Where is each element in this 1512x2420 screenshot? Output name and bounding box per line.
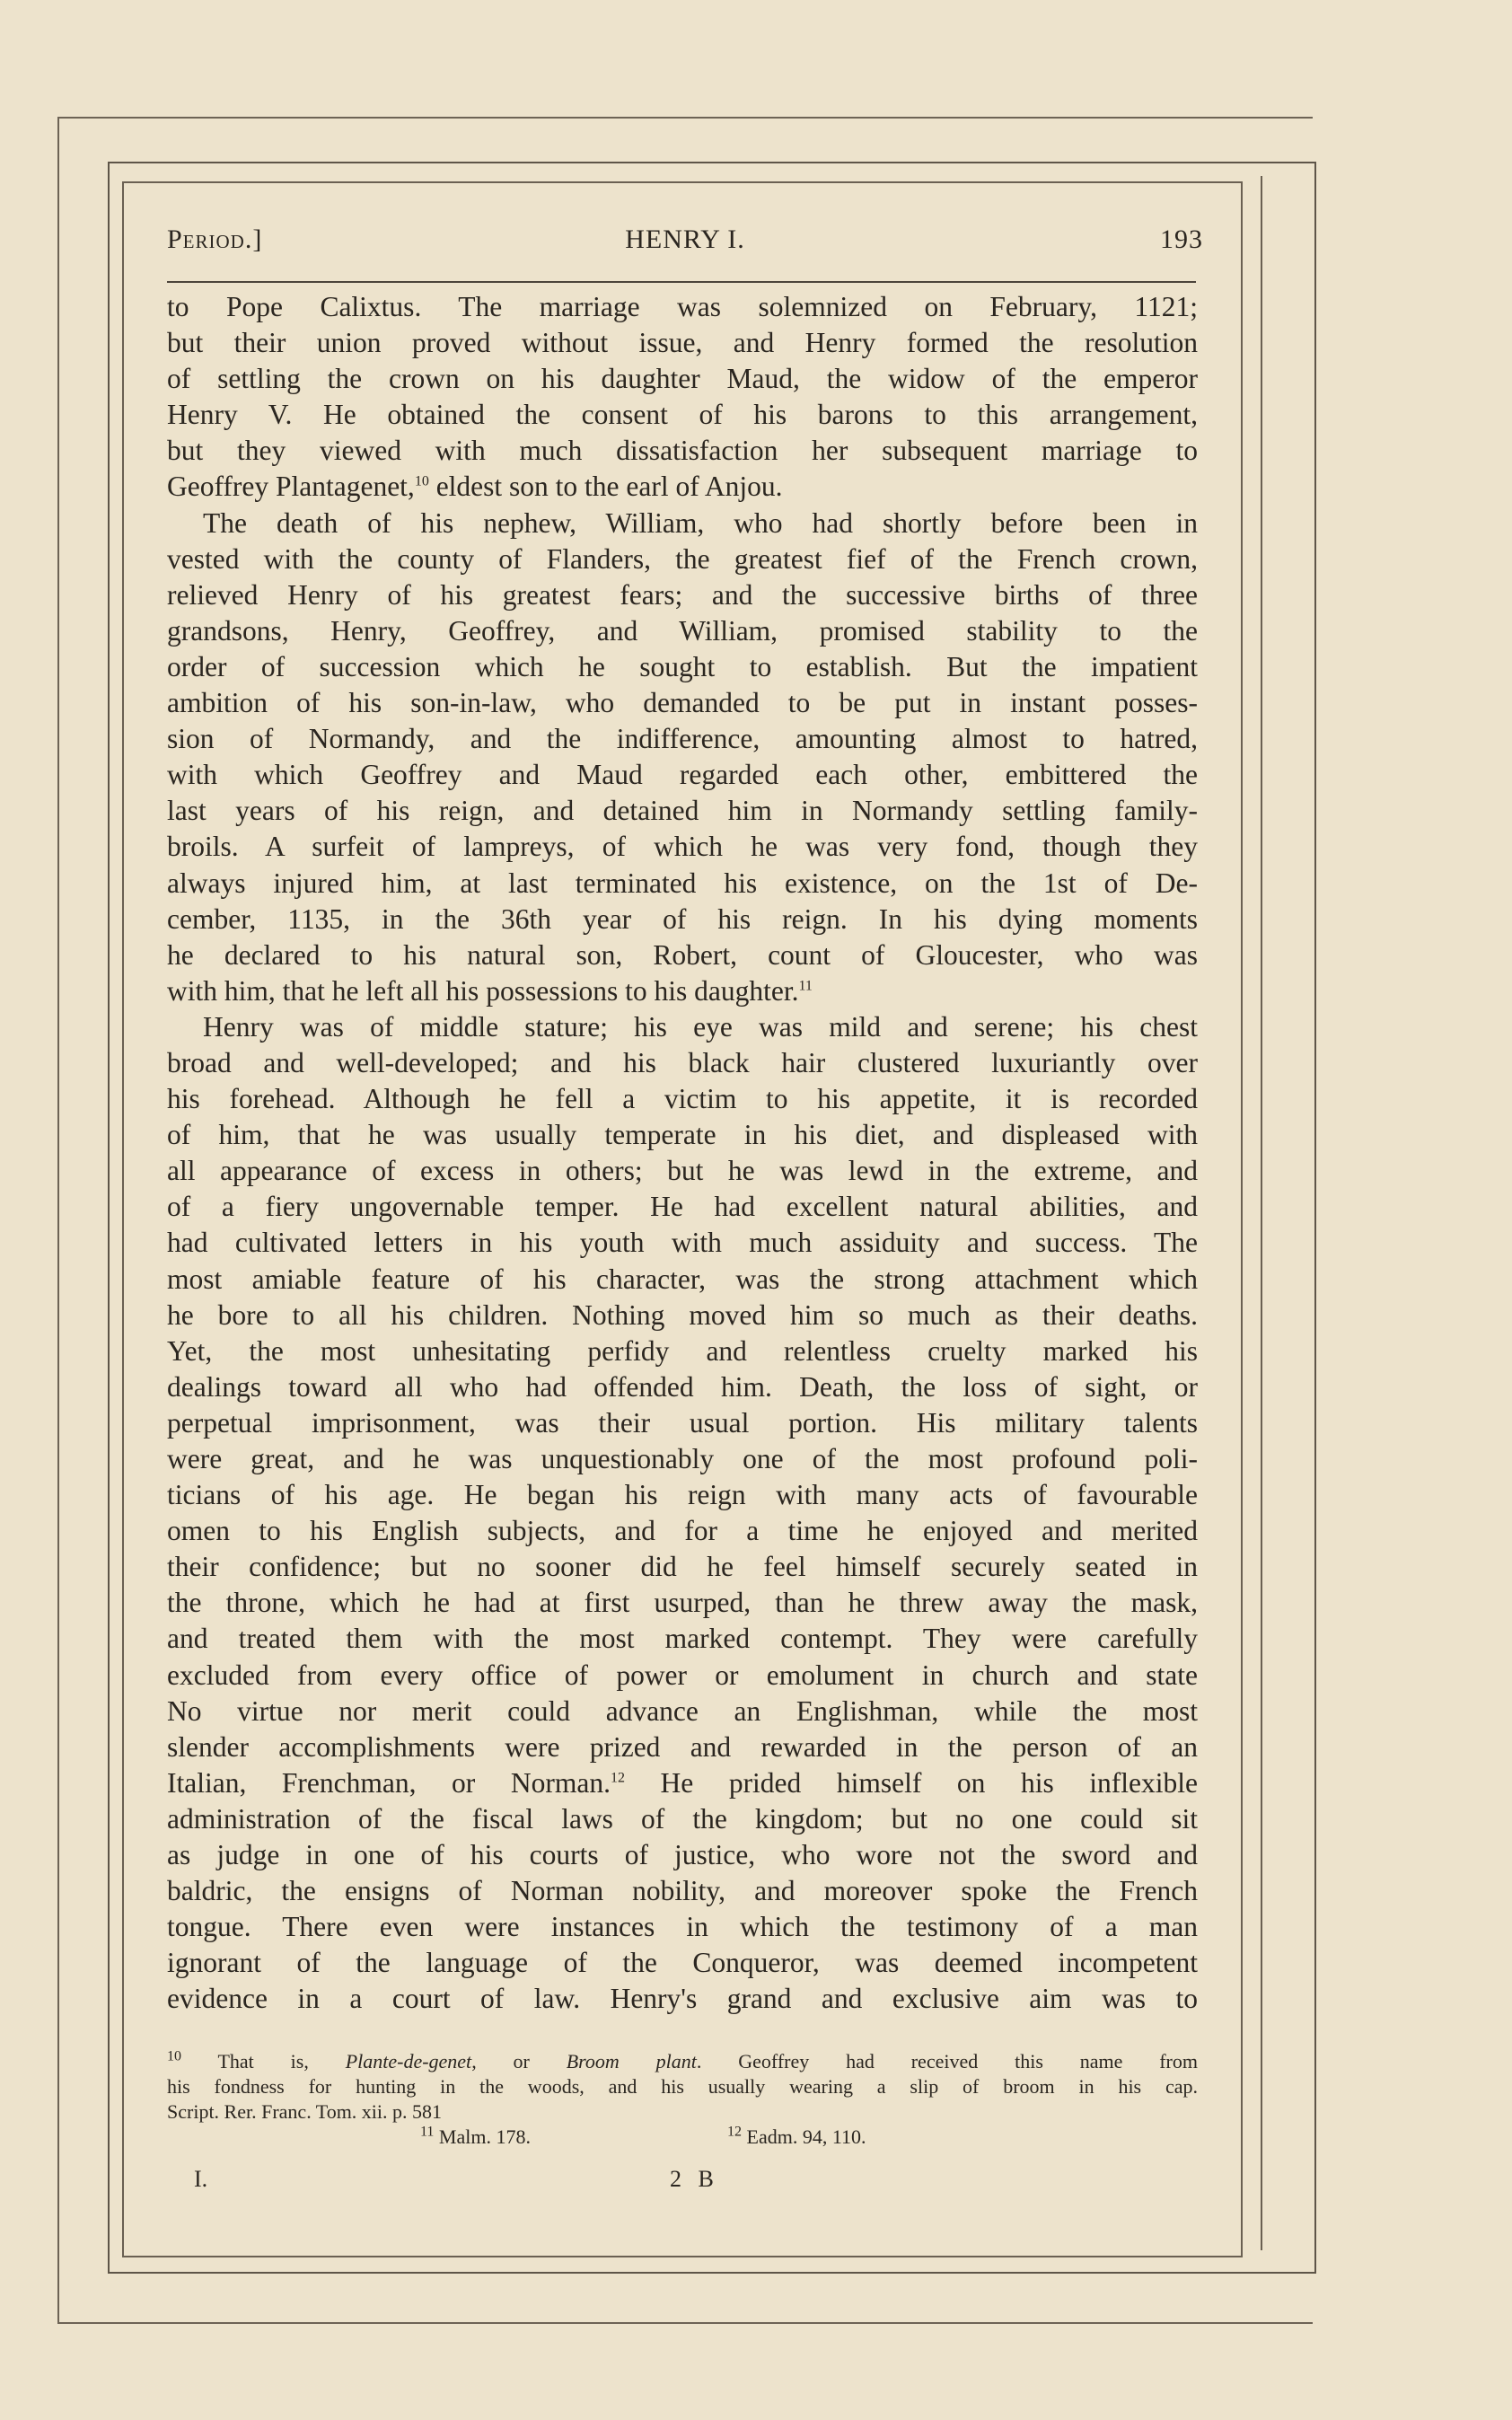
body-line — [167, 793, 1198, 829]
body-line — [167, 1045, 1198, 1081]
body-line — [167, 1801, 1198, 1837]
body-line-text: evidence in a court of law. Henry's grand and exclusive aim was to — [167, 1983, 1198, 2015]
body-line-text: omen to his English subjects, and for a time he enjoyed and merited — [167, 1515, 1198, 1547]
footnote-10-line-2: his fondness for hunting in the woods, and his usually wearing a slip of broom in his cap. — [167, 2075, 1198, 2098]
footnote-10-text-b: , or — [471, 2050, 567, 2072]
body-line — [167, 721, 1198, 757]
body-line-text: ignorant of the language of the Conqueror, was deemed incompetent — [167, 1947, 1198, 1979]
body-line-text: last years of his reign, and detained him in Normandy settling family- — [167, 795, 1198, 827]
body-line-text: grandsons, Henry, Geoffrey, and William, promised stability to the — [167, 614, 1198, 647]
body-line — [167, 1189, 1198, 1225]
body-line-text: as judge in one of his courts of justice, who wore not the sword and — [167, 1839, 1198, 1871]
body-line — [167, 1153, 1198, 1189]
printer-signature: 2 B — [670, 2166, 719, 2192]
body-line-text: tongue. There even were instances in which the testimony of a man — [167, 1911, 1198, 1943]
body-line — [167, 829, 1198, 865]
body-line — [167, 973, 1198, 1009]
body-line — [167, 866, 1198, 902]
body-line-text: Italian, Frenchman, or Norman. — [167, 1766, 611, 1799]
footnote-10-marker: 10 — [167, 2048, 181, 2064]
body-line-text: with him, that he left all his possessions to his daughter. — [167, 974, 799, 1007]
body-line — [167, 1585, 1198, 1621]
body-line — [167, 577, 1198, 613]
body-line — [167, 1262, 1198, 1298]
footnote-12 — [727, 2125, 866, 2150]
body-line-text: his forehead. Although he fell a victim to his appetite, it is recorded — [167, 1083, 1198, 1115]
body-line — [167, 397, 1198, 433]
body-line-text: Henry was of middle stature; his eye was mild and serene; his chest — [203, 1010, 1198, 1043]
body-line — [167, 1441, 1198, 1477]
body-line — [167, 1081, 1198, 1117]
body-line-text: always injured him, at last terminated his existence, on the 1st of De- — [167, 867, 1198, 899]
body-line-text: he declared to his natural son, Robert, count of Gloucester, who was — [167, 938, 1198, 971]
body-text — [167, 289, 1198, 2018]
body-line-text: excluded from every office of power or emolument in church and state — [167, 1659, 1198, 1691]
body-line-text: broils. A surfeit of lampreys, of which he was very fond, though they — [167, 831, 1198, 863]
body-line-text: of him, that he was usually temperate in his diet, and displeased with — [167, 1119, 1198, 1151]
body-line — [167, 1981, 1198, 2017]
footnotes — [167, 2049, 1198, 2150]
body-line — [167, 1333, 1198, 1369]
body-line — [167, 1658, 1198, 1694]
footnote-10-text-c: . Geoffrey had received this name from — [696, 2050, 1198, 2072]
footnote-11 — [420, 2125, 531, 2150]
body-line — [167, 1513, 1198, 1549]
body-line — [167, 1909, 1198, 1945]
running-head-title: HENRY I. — [625, 224, 745, 254]
body-line — [167, 1837, 1198, 1873]
body-line-text: but they viewed with much dissatisfaction her subsequent marriage to — [167, 435, 1198, 467]
body-line-text: sion of Normandy, and the indifference, amounting almost to hatred, — [167, 723, 1198, 755]
body-line-text: broad and well-developed; and his black hair clustered luxuriantly over — [167, 1046, 1198, 1078]
body-line-text: all appearance of excess in others; but he was lewd in the extreme, and — [167, 1155, 1198, 1187]
body-line — [167, 1873, 1198, 1909]
body-line — [167, 1117, 1198, 1153]
footnote-11-text: Malm. 178. — [434, 2125, 531, 2148]
body-line — [167, 1477, 1198, 1513]
body-line-text: Yet, the most unhesitating perfidy and relentless cruelty marked his — [167, 1334, 1198, 1367]
body-line-text: perpetual imprisonment, was their usual portion. His military talents — [167, 1406, 1198, 1439]
body-line — [167, 289, 1198, 325]
body-line-text: he bore to all his children. Nothing moved him so much as their deaths. — [167, 1298, 1198, 1331]
body-line-text: their confidence; but no sooner did he feel himself securely seated in — [167, 1551, 1198, 1583]
body-line-text: ambition of his son-in-law, who demanded to be put in instant posses- — [167, 687, 1198, 719]
body-line — [167, 1405, 1198, 1441]
right-border-rule — [1261, 176, 1262, 2250]
body-line-text: No virtue nor merit could advance an Englishman, while the most — [167, 1694, 1198, 1727]
body-line-text: slender accomplishments were prized and rewarded in the person of an — [167, 1730, 1198, 1763]
body-line — [167, 1225, 1198, 1261]
body-line — [167, 506, 1198, 541]
body-line-text: relieved Henry of his greatest fears; and the successive births of three — [167, 578, 1198, 611]
body-line-text: most amiable feature of his character, was the strong attachment which — [167, 1263, 1198, 1295]
body-line — [167, 1694, 1198, 1729]
body-line — [167, 937, 1198, 973]
body-line — [167, 1369, 1198, 1405]
body-line-text: of settling the crown on his daughter Maud, the widow of the emperor — [167, 363, 1198, 395]
header-rule — [167, 281, 1196, 283]
footnote-10-text-a: That is, — [217, 2050, 346, 2072]
body-line-text: baldric, the ensigns of Norman nobility, and moreover spoke the French — [167, 1875, 1198, 1907]
footnote-12-text: Eadm. 94, 110. — [742, 2125, 866, 2148]
body-line-text: and treated them with the most marked contempt. They were carefully — [167, 1623, 1198, 1655]
body-line — [167, 1765, 1198, 1801]
page-footer — [167, 2166, 1198, 2196]
body-line-text-after: eldest son to the earl of Anjou. — [428, 471, 783, 503]
body-line — [167, 902, 1198, 937]
body-line — [167, 1009, 1198, 1045]
footnote-10-line-3: Script. Rer. Franc. Tom. xii. p. 581 — [167, 2100, 443, 2123]
body-line-text: of a fiery ungovernable temper. He had excellent natural abilities, and — [167, 1191, 1198, 1223]
body-line — [167, 685, 1198, 721]
body-line-text: vested with the county of Flanders, the greatest fief of the French crown, — [167, 542, 1198, 575]
body-line-text: to Pope Calixtus. The marriage was solemnized on February, 1121; — [167, 291, 1198, 322]
body-line-text-after: He prided himself on his inflexible — [624, 1766, 1199, 1799]
body-line — [167, 649, 1198, 685]
body-line-text: were great, and he was unquestionably one of the most profound poli- — [167, 1443, 1198, 1474]
footnote-refs — [167, 2125, 1198, 2150]
body-line-text: order of succession which he sought to establish. But the impatient — [167, 650, 1198, 682]
footnote-marker: 12 — [610, 1770, 625, 1786]
body-line-text: the throne, which he had at first usurped, than he threw away the mask, — [167, 1587, 1198, 1619]
body-line — [167, 1298, 1198, 1333]
body-line — [167, 1945, 1198, 1981]
footnote-12-marker: 12 — [727, 2124, 742, 2140]
body-line-text: The death of his nephew, William, who had shortly before been in — [203, 506, 1198, 539]
body-line-text: Henry V. He obtained the consent of his barons to this arrangement, — [167, 399, 1198, 431]
footnote-marker: 11 — [798, 978, 813, 994]
body-line-text: dealings toward all who had offended him. Death, the loss of sight, or — [167, 1370, 1198, 1403]
body-line — [167, 433, 1198, 469]
body-line-text: had cultivated letters in his youth with much assiduity and success. The — [167, 1227, 1198, 1259]
body-line — [167, 361, 1198, 397]
footnote-marker: 10 — [414, 473, 429, 489]
running-head-section: Period.] — [167, 224, 263, 254]
body-line — [167, 325, 1198, 361]
footnote-10-italic: Plante-de-genet — [345, 2050, 472, 2072]
body-line — [167, 1729, 1198, 1765]
page-number: 193 — [1160, 224, 1203, 254]
body-line — [167, 541, 1198, 577]
body-line-text: with which Geoffrey and Maud regarded each other, embittered the — [167, 759, 1198, 791]
body-line-text: ticians of his age. He began his reign with many acts of favourable — [167, 1479, 1198, 1511]
footnote-11-marker: 11 — [420, 2124, 435, 2140]
footnote-10 — [167, 2049, 1198, 2074]
body-line-text: but their union proved without issue, and Henry formed the resolution — [167, 327, 1198, 359]
volume-number: I. — [194, 2166, 208, 2192]
body-line — [167, 757, 1198, 793]
body-line — [167, 469, 1198, 505]
body-line — [167, 1621, 1198, 1657]
running-head — [167, 224, 1203, 260]
body-line-text: Geoffrey Plantagenet, — [167, 471, 415, 503]
body-line-text: administration of the fiscal laws of the kingdom; but no one could sit — [167, 1802, 1198, 1835]
body-line — [167, 1549, 1198, 1585]
footnote-10-italic-2: Broom plant — [566, 2050, 697, 2072]
body-line — [167, 613, 1198, 649]
body-line-text: cember, 1135, in the 36th year of his reign. In his dying moments — [167, 902, 1198, 935]
